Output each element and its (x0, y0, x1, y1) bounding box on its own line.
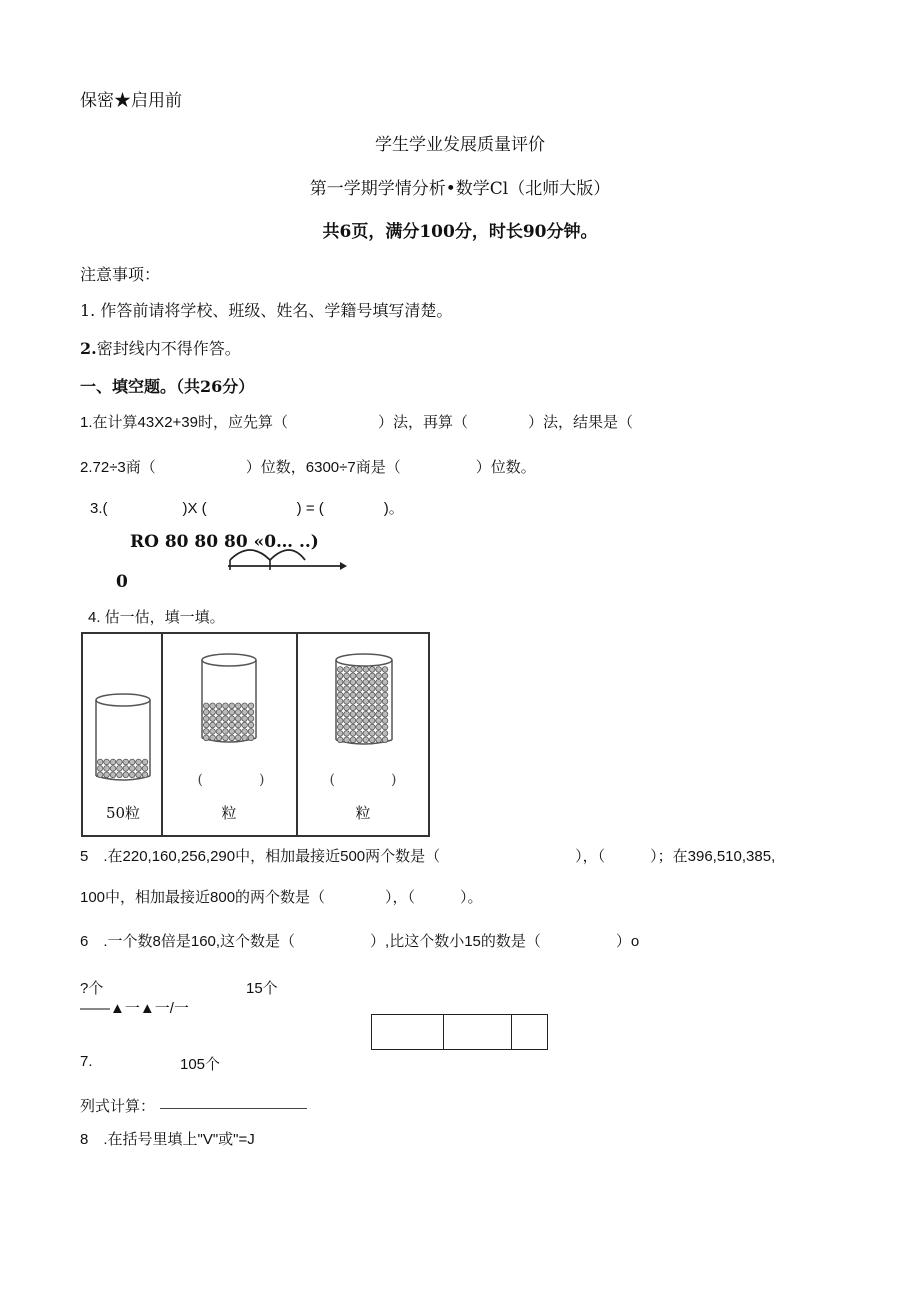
question-7-answer-boxes (371, 1014, 548, 1050)
bead (337, 667, 343, 673)
bead (136, 772, 142, 778)
bead (129, 766, 135, 772)
bead (337, 699, 343, 705)
section-1-heading: 一、填空题。（共26分） (80, 377, 255, 396)
bead (123, 772, 129, 778)
question-7-calc-answer-line[interactable] (160, 1108, 307, 1109)
bead (357, 737, 363, 743)
question-7-unknown-label: ?个 (80, 980, 104, 997)
question-7-calc-label: 列式计算： (80, 1098, 156, 1115)
bead (235, 722, 241, 728)
bead (235, 735, 241, 741)
bead (369, 731, 375, 737)
bead (363, 679, 369, 685)
notes-heading: 注意事项： (80, 265, 161, 284)
bead (337, 737, 343, 743)
bead (142, 772, 148, 778)
bead (344, 724, 350, 730)
answer-box[interactable] (512, 1015, 547, 1049)
bead (229, 703, 235, 709)
question-5-line-1: 5 .在220,160,256,290中，相加最接近500两个数是（ ），（ ）；在396,510,385, (80, 848, 776, 865)
bead (248, 722, 254, 728)
bead (337, 718, 343, 724)
bead (210, 729, 216, 735)
bead (369, 718, 375, 724)
question-1: 1.在计算43X2+39时，应先算（ ）法，再算（ ）法，结果是（ (80, 414, 633, 431)
notes-item-2 (80, 336, 241, 359)
bead (363, 718, 369, 724)
bead (203, 716, 209, 722)
bead (210, 735, 216, 741)
bead (97, 772, 103, 778)
bead (376, 679, 382, 685)
bead (350, 699, 356, 705)
bead (382, 705, 388, 711)
bead (117, 772, 123, 778)
bead (350, 686, 356, 692)
bead (248, 716, 254, 722)
bead (357, 686, 363, 692)
bead (350, 692, 356, 698)
bead (229, 716, 235, 722)
bead (229, 729, 235, 735)
confidential-label: 保密★启用前 (80, 91, 182, 111)
bead (344, 686, 350, 692)
bead (337, 673, 343, 679)
bead (337, 705, 343, 711)
bead (357, 724, 363, 730)
bead (344, 679, 350, 685)
bead (223, 703, 229, 709)
bead (376, 711, 382, 717)
bead (344, 718, 350, 724)
bead (235, 709, 241, 715)
bead (344, 711, 350, 717)
question-6: 6 .一个数8倍是160,这个数是（ ）,比这个数小15的数是（ ）o (80, 933, 640, 950)
bead (363, 737, 369, 743)
bead (350, 667, 356, 673)
bead (350, 737, 356, 743)
bead (248, 735, 254, 741)
bead (203, 709, 209, 715)
bead (363, 724, 369, 730)
panel-3-answer-blank: ( ) (329, 772, 397, 788)
bead (216, 703, 222, 709)
bead (363, 692, 369, 698)
bead (350, 711, 356, 717)
bead (369, 692, 375, 698)
bead (382, 731, 388, 737)
bead (123, 759, 129, 765)
bead (376, 705, 382, 711)
doc-subtitle: 第一学期学情分析•数学Cl（北师大版） (309, 179, 611, 199)
bead (223, 729, 229, 735)
jar-few-beads-icon (93, 692, 153, 784)
question-7-15-label: 15个 (246, 980, 278, 997)
bead (110, 759, 116, 765)
bead (223, 735, 229, 741)
bead (369, 705, 375, 711)
bead (136, 759, 142, 765)
bead (344, 692, 350, 698)
bead (216, 716, 222, 722)
bead (216, 735, 222, 741)
bead (350, 679, 356, 685)
bead (210, 722, 216, 728)
bead (363, 711, 369, 717)
bead (382, 699, 388, 705)
bead (110, 772, 116, 778)
bead (216, 729, 222, 735)
bead (369, 679, 375, 685)
bead (248, 703, 254, 709)
bead (337, 724, 343, 730)
bead (210, 709, 216, 715)
question-7-105-label: 105个 (180, 1056, 221, 1073)
bead (248, 709, 254, 715)
panel-2-answer-blank: ( ) (197, 772, 265, 788)
bead (203, 722, 209, 728)
bead (235, 716, 241, 722)
bead (369, 699, 375, 705)
bead (363, 667, 369, 673)
bead (104, 759, 110, 765)
bead (376, 737, 382, 743)
question-2: 2.72÷3商（ ）位数，6300÷7商是（ ）位数。 (80, 459, 536, 476)
bead (242, 722, 248, 728)
bead (337, 686, 343, 692)
bead (344, 705, 350, 711)
bead (350, 731, 356, 737)
bead (382, 679, 388, 685)
bead (350, 673, 356, 679)
bead (104, 772, 110, 778)
notes-item-2-number: 2. (80, 339, 97, 358)
bead (357, 731, 363, 737)
bead (382, 686, 388, 692)
answer-box[interactable] (372, 1015, 444, 1049)
bead (242, 729, 248, 735)
bead (357, 711, 363, 717)
bead (363, 699, 369, 705)
bead (242, 735, 248, 741)
bead (350, 705, 356, 711)
bead (117, 759, 123, 765)
bead (363, 686, 369, 692)
bead (382, 724, 388, 730)
bead (142, 759, 148, 765)
answer-box[interactable] (444, 1015, 512, 1049)
bead (369, 711, 375, 717)
bead (210, 716, 216, 722)
bead (382, 692, 388, 698)
bead (216, 709, 222, 715)
bead (337, 679, 343, 685)
notes-item-1: 1. 作答前请将学校、班级、姓名、学籍号填写清楚。 (80, 301, 453, 320)
bead (229, 709, 235, 715)
bead (242, 716, 248, 722)
bead (229, 735, 235, 741)
bead (117, 766, 123, 772)
question-3-number-line-text: RO 80 80 80 «0… ..) (130, 532, 319, 552)
bead (235, 703, 241, 709)
bead (357, 673, 363, 679)
question-4: 4. 估一估，填一填。 (88, 609, 225, 626)
bead (344, 731, 350, 737)
bead (97, 766, 103, 772)
bead (203, 729, 209, 735)
bead (382, 711, 388, 717)
notes-item-2-text: 密封线内不得作答。 (96, 339, 241, 358)
question-3-zero: 0 (116, 572, 128, 592)
bead (376, 731, 382, 737)
bead (382, 737, 388, 743)
bead (104, 766, 110, 772)
question-8: 8 .在括号里填上"V"或"=J (80, 1131, 255, 1148)
bead (142, 766, 148, 772)
bead (97, 759, 103, 765)
bead (363, 705, 369, 711)
doc-title: 学生学业发展质量评价 (375, 135, 545, 155)
bead (376, 667, 382, 673)
bead (123, 766, 129, 772)
bead (216, 722, 222, 728)
bead (350, 724, 356, 730)
panel-2-label: 粒 (221, 804, 237, 822)
bead (235, 729, 241, 735)
bead (203, 735, 209, 741)
bead (344, 737, 350, 743)
bead (382, 673, 388, 679)
bead (223, 716, 229, 722)
bead (350, 718, 356, 724)
bead (369, 686, 375, 692)
bead (357, 699, 363, 705)
bead (129, 759, 135, 765)
bead (382, 718, 388, 724)
bead (357, 692, 363, 698)
bead (357, 667, 363, 673)
bead (337, 692, 343, 698)
bead (229, 722, 235, 728)
bead (376, 692, 382, 698)
question-3: 3.( )X ( ) = ( )。 (90, 500, 404, 517)
bead (363, 731, 369, 737)
doc-info: 共6页，满分100分，时长90分钟。 (322, 222, 598, 242)
panel-3-label: 粒 (355, 804, 371, 822)
bead (242, 709, 248, 715)
bead (357, 679, 363, 685)
bead (357, 718, 363, 724)
bead (110, 766, 116, 772)
bead (369, 667, 375, 673)
question-7-number: 7. (80, 1053, 93, 1070)
bead (344, 673, 350, 679)
bead (382, 667, 388, 673)
number-line-figure (225, 540, 350, 575)
bead (242, 703, 248, 709)
bead (357, 705, 363, 711)
bead (337, 711, 343, 717)
bead (369, 724, 375, 730)
panel-divider (296, 634, 298, 835)
bead (129, 772, 135, 778)
bead (344, 699, 350, 705)
bead (376, 724, 382, 730)
bead (248, 729, 254, 735)
bead (376, 718, 382, 724)
jar-full-beads-icon (333, 652, 395, 748)
question-5-line-2: 100中，相加最接近800的两个数是（ ），（ ）。 (80, 889, 483, 906)
bead (344, 667, 350, 673)
bead (210, 703, 216, 709)
bead (337, 731, 343, 737)
jar-half-beads-icon (199, 652, 259, 746)
bead (369, 737, 375, 743)
bead (136, 766, 142, 772)
bead (376, 673, 382, 679)
bead (376, 699, 382, 705)
estimation-panels (81, 632, 430, 837)
bead (376, 686, 382, 692)
panel-1-label: 50粒 (105, 804, 141, 822)
bead (223, 722, 229, 728)
bead (363, 673, 369, 679)
bead (223, 709, 229, 715)
question-7-segment-line: ——▲一▲一/一 (80, 1000, 189, 1017)
bead (203, 703, 209, 709)
bead (369, 673, 375, 679)
